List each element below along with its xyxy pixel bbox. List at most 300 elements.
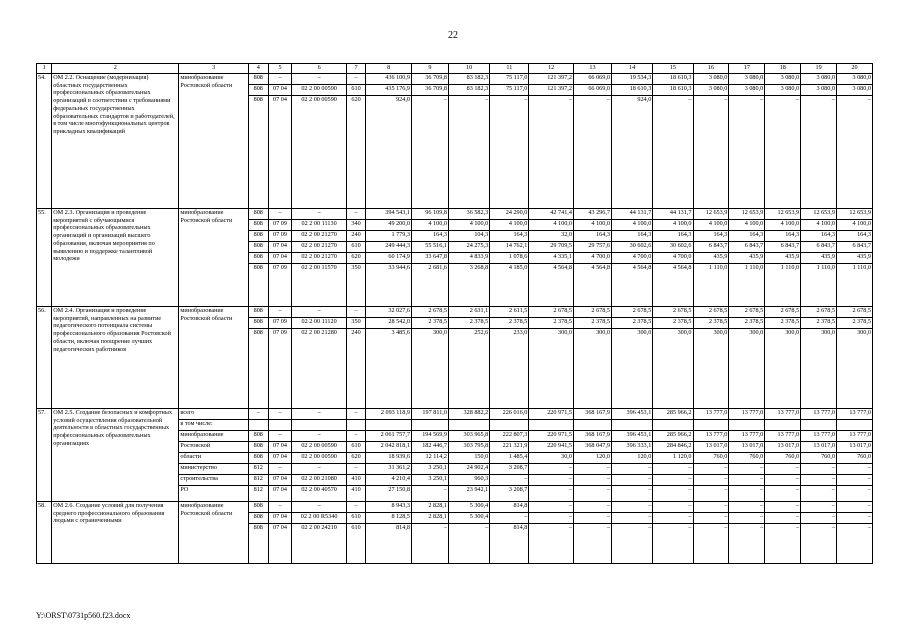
amount-cell: 368 167,9: [573, 431, 611, 442]
amount-cell: –: [765, 486, 801, 502]
amount-cell: –: [448, 524, 489, 564]
amount-cell: 221 321,9: [490, 442, 529, 453]
table-row: [37, 74, 873, 85]
amount-cell: –: [611, 486, 652, 502]
amount-cell: 31 361,2: [366, 464, 412, 475]
amount-cell: –: [693, 96, 729, 209]
amount-cell: –: [412, 486, 449, 502]
amount-cell: 13 777,0: [693, 409, 729, 420]
amount-cell: 13 017,0: [693, 442, 729, 453]
amount-cell: 220 941,5: [529, 442, 574, 453]
amount-cell: 435,9: [837, 253, 873, 264]
amount-cell: 96 109,8: [412, 209, 449, 220]
amount-cell: [611, 420, 652, 431]
header-cell: 20: [837, 64, 873, 74]
target-code: 02 2 00 00590: [292, 96, 346, 209]
amount-cell: 6 843,7: [693, 242, 729, 253]
expense-type: 410: [346, 486, 366, 502]
amount-cell: 435,9: [765, 253, 801, 264]
section-code: 07 04: [268, 453, 292, 464]
amount-cell: 24 290,0: [490, 209, 529, 220]
amount-cell: –: [653, 524, 693, 564]
amount-cell: 4 100,0: [490, 220, 529, 231]
amount-cell: [573, 420, 611, 431]
budget-table: [36, 63, 873, 564]
amount-cell: 164,3: [573, 231, 611, 242]
expense-type: 610: [346, 513, 366, 524]
section-code: 07 09: [268, 220, 292, 231]
amount-cell: 1 110,0: [837, 264, 873, 307]
amount-cell: 4 100,0: [765, 220, 801, 231]
amount-cell: 1 110,0: [765, 264, 801, 307]
amount-cell: 197 811,0: [412, 409, 449, 420]
ministry-code: 808: [248, 242, 268, 253]
amount-cell: 55 516,1: [412, 242, 449, 253]
header-cell: 2: [52, 64, 179, 74]
section-code: 07 04: [268, 96, 292, 209]
expense-type: –: [346, 464, 366, 475]
amount-cell: 36 582,3: [448, 209, 489, 220]
amount-cell: 4 833,9: [448, 253, 489, 264]
amount-cell: 396 453,1: [611, 431, 652, 442]
amount-cell: –: [837, 464, 873, 475]
amount-cell: 2 378,5: [765, 318, 801, 329]
amount-cell: 436 100,9: [366, 74, 412, 85]
amount-cell: 13 777,0: [765, 409, 801, 420]
amount-cell: 4 100,0: [573, 220, 611, 231]
section-code: 07 04: [268, 242, 292, 253]
amount-cell: [529, 420, 574, 431]
amount-cell: –: [837, 486, 873, 502]
section-code: 07 04: [268, 513, 292, 524]
amount-cell: –: [529, 524, 574, 564]
amount-cell: 42 741,4: [529, 209, 574, 220]
amount-cell: 13 777,0: [837, 409, 873, 420]
ministry-code: 808: [248, 209, 268, 220]
amount-cell: 18 610,3: [653, 74, 693, 85]
amount-cell: 4 185,0: [490, 264, 529, 307]
amount-cell: 4 100,0: [529, 220, 574, 231]
ministry-code: 808: [248, 442, 268, 453]
amount-cell: 284 846,2: [653, 442, 693, 453]
amount-cell: 1 078,6: [490, 253, 529, 264]
expense-type: 610: [346, 85, 366, 96]
amount-cell: 2 678,5: [765, 307, 801, 318]
amount-cell: 2 042 818,1: [366, 442, 412, 453]
file-path-footer: Y:\ORST\0731p560.f23.docx: [36, 611, 131, 620]
amount-cell: –: [801, 475, 837, 486]
amount-cell: 2 678,5: [693, 307, 729, 318]
amount-cell: 2 828,1: [412, 502, 449, 513]
amount-cell: 2 378,5: [490, 318, 529, 329]
header-cell: 4: [248, 64, 268, 74]
amount-cell: 8 943,3: [366, 502, 412, 513]
amount-cell: 2 678,5: [837, 307, 873, 318]
amount-cell: [693, 420, 729, 431]
amount-cell: –: [573, 464, 611, 475]
amount-cell: 2 678,5: [653, 307, 693, 318]
amount-cell: 303 795,8: [448, 442, 489, 453]
expense-type: 240: [346, 231, 366, 242]
amount-cell: 13 777,0: [837, 431, 873, 442]
ministry-code: [248, 420, 268, 431]
amount-cell: –: [729, 475, 765, 486]
amount-cell: 5 300,4: [448, 502, 489, 513]
executor: минобразование Ростовской области: [179, 74, 249, 209]
target-code: 02 2 00 11130: [292, 220, 346, 231]
amount-cell: 27 150,8: [366, 486, 412, 502]
amount-cell: –: [573, 486, 611, 502]
amount-cell: 2 093 118,9: [366, 409, 412, 420]
amount-cell: 60 174,9: [366, 253, 412, 264]
amount-cell: 2 678,5: [801, 307, 837, 318]
amount-cell: 120,0: [611, 453, 652, 464]
amount-cell: 150,0: [448, 453, 489, 464]
ministry-code: 808: [248, 220, 268, 231]
section-code: 07 09: [268, 329, 292, 409]
executor: минобразование: [179, 431, 249, 442]
amount-cell: –: [801, 502, 837, 513]
amount-cell: 5 300,4: [448, 513, 489, 524]
amount-cell: 4 100,0: [801, 220, 837, 231]
amount-cell: 1 779,3: [366, 231, 412, 242]
amount-cell: –: [801, 486, 837, 502]
expense-type: 410: [346, 475, 366, 486]
amount-cell: 435,9: [801, 253, 837, 264]
amount-cell: 3 080,0: [837, 74, 873, 85]
expense-type: –: [346, 502, 366, 513]
target-code: 02 2 00 40570: [292, 486, 346, 502]
amount-cell: 760,0: [729, 453, 765, 464]
amount-cell: 33 944,6: [366, 264, 412, 307]
amount-cell: 3 080,0: [693, 74, 729, 85]
amount-cell: 924,0: [611, 96, 652, 209]
amount-cell: 3 080,0: [837, 85, 873, 96]
amount-cell: 3 080,0: [801, 74, 837, 85]
executor: министерство: [179, 464, 249, 475]
amount-cell: –: [529, 486, 574, 502]
target-code: 02 2 00 21080: [292, 475, 346, 486]
amount-cell: 13 777,0: [693, 431, 729, 442]
amount-cell: 2 678,5: [412, 307, 449, 318]
amount-cell: –: [573, 502, 611, 513]
amount-cell: 2 681,6: [412, 264, 449, 307]
amount-cell: 24 275,3: [448, 242, 489, 253]
target-code: 02 2 00 24210: [292, 524, 346, 564]
amount-cell: –: [573, 513, 611, 524]
amount-cell: 13 777,0: [729, 409, 765, 420]
amount-cell: 18 610,3: [653, 85, 693, 96]
ministry-code: 808: [248, 524, 268, 564]
amount-cell: –: [729, 524, 765, 564]
amount-cell: 33 647,8: [412, 253, 449, 264]
page-number: 22: [448, 30, 458, 41]
amount-cell: –: [611, 464, 652, 475]
amount-cell: 3 250,1: [412, 464, 449, 475]
amount-cell: 164,3: [837, 231, 873, 242]
amount-cell: 18 939,6: [366, 453, 412, 464]
amount-cell: 30 602,6: [653, 242, 693, 253]
amount-cell: –: [693, 524, 729, 564]
amount-cell: –: [837, 513, 873, 524]
ministry-code: 808: [248, 96, 268, 209]
amount-cell: –: [837, 96, 873, 209]
amount-cell: 194 569,9: [412, 431, 449, 442]
amount-cell: –: [529, 502, 574, 513]
amount-cell: 4 100,0: [729, 220, 765, 231]
amount-cell: –: [611, 502, 652, 513]
amount-cell: 121 397,2: [529, 85, 574, 96]
amount-cell: 300,0: [529, 329, 574, 409]
amount-cell: 28 542,0: [366, 318, 412, 329]
amount-cell: 2 378,5: [611, 318, 652, 329]
amount-cell: 3 080,0: [765, 74, 801, 85]
amount-cell: 2 061 757,7: [366, 431, 412, 442]
section-code: –: [268, 307, 292, 318]
header-cell: 11: [490, 64, 529, 74]
target-code: –: [292, 464, 346, 475]
amount-cell: –: [529, 464, 574, 475]
amount-cell: –: [573, 96, 611, 209]
amount-cell: 2 378,5: [729, 318, 765, 329]
target-code: 02 2 00 00590: [292, 85, 346, 96]
amount-cell: 164,3: [490, 231, 529, 242]
amount-cell: –: [653, 475, 693, 486]
ministry-code: –: [248, 409, 268, 420]
expense-type: –: [346, 409, 366, 420]
section-code: 07 04: [268, 253, 292, 264]
amount-cell: 368 047,9: [573, 442, 611, 453]
amount-cell: 43 296,7: [573, 209, 611, 220]
executor: РО: [179, 486, 249, 502]
amount-cell: 1 110,0: [693, 264, 729, 307]
amount-cell: 44 131,7: [611, 209, 652, 220]
target-code: –: [292, 307, 346, 318]
amount-cell: 368 167,9: [573, 409, 611, 420]
amount-cell: 1 120,0: [653, 453, 693, 464]
amount-cell: 164,3: [765, 231, 801, 242]
amount-cell: 2 378,5: [412, 318, 449, 329]
row-number: 54.: [37, 74, 52, 209]
amount-cell: 4 210,4: [366, 475, 412, 486]
ministry-code: 808: [248, 502, 268, 513]
amount-cell: –: [765, 524, 801, 564]
amount-cell: 2 678,5: [573, 307, 611, 318]
amount-cell: –: [611, 524, 652, 564]
expense-type: –: [346, 209, 366, 220]
ministry-code: 812: [248, 464, 268, 475]
target-code: 02 2 00 R5340: [292, 513, 346, 524]
measure-name: ОМ 2.2. Оснащение (модернизация) областных государственных профессиональных образовательных организаций в соответствии с требованиями федеральных государственных образовательных стандартов и работодателей, в том числе многофункциональных центров прикладных квалификаций: [52, 74, 179, 209]
header-cell: 10: [448, 64, 489, 74]
amount-cell: 14 762,1: [490, 242, 529, 253]
amount-cell: 814,8: [366, 524, 412, 564]
amount-cell: 2 378,5: [529, 318, 574, 329]
executor: минобразование Ростовской области: [179, 209, 249, 307]
expense-type: 350: [346, 318, 366, 329]
amount-cell: [837, 420, 873, 431]
amount-cell: 3 485,6: [366, 329, 412, 409]
amount-cell: 13 777,0: [801, 409, 837, 420]
amount-cell: –: [573, 524, 611, 564]
amount-cell: 394 543,1: [366, 209, 412, 220]
executor: минобразование Ростовской области: [179, 502, 249, 564]
amount-cell: 328 882,2: [448, 409, 489, 420]
measure-name: ОМ 2.6. Создание условий для получения среднего профессионального образования людьми с ограниченными: [52, 502, 179, 564]
amount-cell: –: [837, 524, 873, 564]
amount-cell: [366, 420, 412, 431]
amount-cell: –: [765, 96, 801, 209]
amount-cell: 220 971,5: [529, 431, 574, 442]
amount-cell: –: [653, 464, 693, 475]
header-cell: 15: [653, 64, 693, 74]
amount-cell: 3 080,0: [801, 85, 837, 96]
amount-cell: 2 378,5: [573, 318, 611, 329]
target-code: 02 2 00 21280: [292, 329, 346, 409]
header-cell: 13: [573, 64, 611, 74]
amount-cell: 2 678,5: [611, 307, 652, 318]
amount-cell: –: [729, 464, 765, 475]
amount-cell: 2 828,1: [412, 513, 449, 524]
amount-cell: [653, 420, 693, 431]
amount-cell: 164,3: [729, 231, 765, 242]
target-code: 02 2 00 21270: [292, 231, 346, 242]
section-code: 07 04: [268, 442, 292, 453]
executor: области: [179, 453, 249, 464]
amount-cell: –: [693, 475, 729, 486]
header-cell: 18: [765, 64, 801, 74]
executor: всего: [179, 409, 249, 420]
amount-cell: –: [529, 513, 574, 524]
ministry-code: 808: [248, 74, 268, 85]
ministry-code: 808: [248, 513, 268, 524]
amount-cell: 226 016,0: [490, 409, 529, 420]
amount-cell: 435,9: [693, 253, 729, 264]
target-code: 02 2 00 00590: [292, 453, 346, 464]
amount-cell: –: [653, 486, 693, 502]
amount-cell: 29 757,6: [573, 242, 611, 253]
amount-cell: –: [765, 464, 801, 475]
amount-cell: 12 653,9: [693, 209, 729, 220]
ministry-code: 808: [248, 85, 268, 96]
table-row: [37, 307, 873, 318]
amount-cell: 2 631,1: [448, 307, 489, 318]
amount-cell: –: [729, 96, 765, 209]
amount-cell: 2 378,5: [801, 318, 837, 329]
amount-cell: 3 080,0: [765, 85, 801, 96]
ministry-code: 808: [248, 431, 268, 442]
amount-cell: 300,0: [801, 329, 837, 409]
target-code: –: [292, 431, 346, 442]
amount-cell: 75 117,0: [490, 85, 529, 96]
amount-cell: –: [837, 502, 873, 513]
expense-type: 340: [346, 220, 366, 231]
amount-cell: 23 942,1: [448, 486, 489, 502]
amount-cell: 13 017,0: [765, 442, 801, 453]
expense-type: [346, 420, 366, 431]
target-code: –: [292, 74, 346, 85]
amount-cell: –: [693, 513, 729, 524]
amount-cell: 220 971,5: [529, 409, 574, 420]
amount-cell: –: [729, 486, 765, 502]
amount-cell: –: [765, 475, 801, 486]
section-code: –: [268, 502, 292, 513]
amount-cell: –: [801, 96, 837, 209]
amount-cell: 4 100,0: [448, 220, 489, 231]
amount-cell: 66 069,0: [573, 74, 611, 85]
amount-cell: –: [801, 524, 837, 564]
header-cell: 5: [268, 64, 292, 74]
ministry-code: 808: [248, 318, 268, 329]
section-code: –: [268, 464, 292, 475]
target-code: 02 2 00 21270: [292, 253, 346, 264]
row-number: 55.: [37, 209, 52, 307]
amount-cell: [729, 420, 765, 431]
amount-cell: 1 485,4: [490, 453, 529, 464]
header-cell: 14: [611, 64, 652, 74]
amount-cell: –: [412, 524, 449, 564]
section-code: 07 04: [268, 524, 292, 564]
amount-cell: 49 200,0: [366, 220, 412, 231]
section-code: 07 04: [268, 85, 292, 96]
row-number: 57.: [37, 409, 52, 502]
amount-cell: 104,3: [448, 231, 489, 242]
amount-cell: 814,8: [490, 524, 529, 564]
amount-cell: 303 965,8: [448, 431, 489, 442]
header-cell: 16: [693, 64, 729, 74]
amount-cell: 435 176,9: [366, 85, 412, 96]
expense-type: 610: [346, 524, 366, 564]
amount-cell: 222 807,3: [490, 431, 529, 442]
amount-cell: –: [837, 475, 873, 486]
amount-cell: 4 100,0: [653, 220, 693, 231]
amount-cell: 13 017,0: [837, 442, 873, 453]
ministry-code: 812: [248, 475, 268, 486]
section-code: –: [268, 409, 292, 420]
amount-cell: 29 709,5: [529, 242, 574, 253]
amount-cell: 300,0: [693, 329, 729, 409]
amount-cell: 3 080,0: [729, 74, 765, 85]
amount-cell: 30 602,6: [611, 242, 652, 253]
amount-cell: 3 208,7: [490, 464, 529, 475]
header-cell: 9: [412, 64, 449, 74]
section-code: 07 04: [268, 486, 292, 502]
amount-cell: 1 110,0: [729, 264, 765, 307]
amount-cell: 300,0: [653, 329, 693, 409]
section-code: 07 09: [268, 231, 292, 242]
amount-cell: 83 182,3: [448, 74, 489, 85]
executor: минобразование Ростовской области: [179, 307, 249, 409]
amount-cell: 2 378,5: [448, 318, 489, 329]
amount-cell: –: [448, 96, 489, 209]
amount-cell: 3 080,0: [729, 85, 765, 96]
expense-type: 610: [346, 442, 366, 453]
measure-name: ОМ 2.4. Организация и проведение мероприятий, направленных на развитие педагогического потенциала системы профессионального образования Ростовской области, включая поощрение лучших педагогических работников: [52, 307, 179, 409]
amount-cell: 120,0: [573, 453, 611, 464]
expense-type: 620: [346, 96, 366, 209]
amount-cell: 760,0: [765, 453, 801, 464]
amount-cell: 4 564,8: [611, 264, 652, 307]
amount-cell: 760,0: [837, 453, 873, 464]
amount-cell: [765, 420, 801, 431]
amount-cell: –: [653, 513, 693, 524]
amount-cell: 8 128,5: [366, 513, 412, 524]
amount-cell: 121 397,2: [529, 74, 574, 85]
expense-type: 620: [346, 253, 366, 264]
section-code: –: [268, 209, 292, 220]
amount-cell: 6 843,7: [765, 242, 801, 253]
target-code: –: [292, 209, 346, 220]
